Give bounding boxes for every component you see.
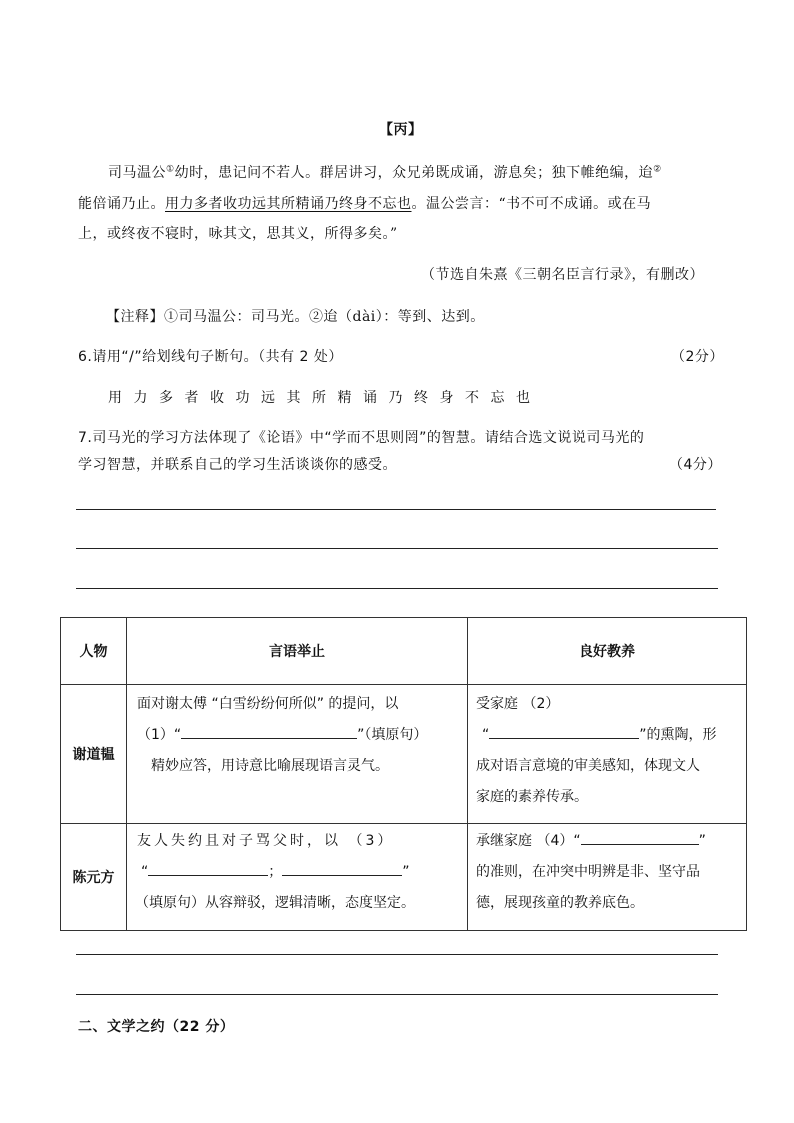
underlined-sentence: 用力多者收功远其所精诵乃终身不忘也 — [165, 196, 412, 212]
cell-line: 精妙应答，用诗意比喻展现语言灵气。 — [151, 758, 389, 774]
passage-text: 。温公尝言：“书不可不成诵。或在马 — [411, 196, 652, 212]
cell-line: 的准则，在冲突中明辨是非、坚守品 — [476, 864, 700, 880]
cell-text: ” — [402, 864, 410, 880]
header-character: 人物 — [61, 618, 127, 685]
table-row — [61, 824, 747, 931]
passage-text: 幼时，患记问不若人。群居讲习，众兄弟既成诵，游息矣；独下帷绝编，迨 — [174, 165, 654, 181]
answer-line[interactable] — [76, 509, 716, 510]
cell-text: “ — [141, 864, 149, 880]
cell-text: 承继家庭 （4）“ — [476, 833, 581, 849]
passage-line-2 — [78, 193, 651, 213]
cell-line: 面对谢太傅 “白雪纷纷何所似” 的提问，以 — [137, 696, 399, 712]
row-speech-cell — [127, 824, 468, 931]
fill-blank-2[interactable] — [489, 724, 639, 739]
header-speech: 言语举止 — [127, 618, 468, 685]
cell-text: （1）“ — [137, 727, 182, 743]
answer-line[interactable] — [76, 548, 718, 549]
fill-blank-3b[interactable] — [282, 861, 402, 876]
row-upbringing-cell — [468, 824, 747, 931]
question-7-score: （4分） — [669, 457, 722, 473]
cell-text: ”（填原句） — [357, 727, 428, 743]
question-6-sentence: 用力多者收功远其所精诵乃终身不忘也 — [108, 390, 542, 406]
cell-line: 德，展现孩童的教养底色。 — [476, 895, 644, 911]
fill-blank-1[interactable] — [181, 724, 357, 739]
footnote-mark: ② — [653, 164, 662, 175]
cell-text: ； — [268, 864, 283, 880]
question-6-score: （2分） — [671, 349, 724, 365]
cell-line: 友人失约且对子骂父时，以 （3） — [137, 833, 395, 849]
answer-line[interactable] — [76, 954, 718, 955]
passage-heading: 【丙】 — [379, 122, 423, 138]
passage-text: 能倍诵乃止。 — [78, 196, 165, 212]
question-7-prompt-line1: 7.司马光的学习方法体现了《论语》中“学而不思则罔”的智慧。请结合选文说说司马光的 — [78, 430, 645, 446]
row-name: 谢道韫 — [61, 685, 127, 824]
cell-line — [127, 720, 467, 751]
cell-line — [468, 720, 746, 751]
row-name: 陈元方 — [61, 824, 127, 931]
passage-source: （节选自朱熹《三朝名臣言行录》，有删改） — [421, 267, 704, 283]
cell-line: （填原句）从容辩驳，逻辑清晰，态度坚定。 — [135, 895, 415, 911]
fill-blank-4[interactable] — [581, 830, 699, 845]
question-6-prompt: 6.请用“/”给划线句子断句。（共有 2 处） — [78, 349, 343, 365]
cell-text: ”的熏陶，形 — [639, 727, 717, 743]
passage-line-1 — [108, 162, 662, 182]
fill-blank-3a[interactable] — [148, 861, 268, 876]
row-speech-cell — [127, 685, 468, 824]
footnote-mark: ① — [166, 164, 175, 175]
cell-text: “ — [482, 727, 490, 743]
cell-line: 受家庭 （2） — [476, 696, 560, 712]
cell-line — [468, 826, 746, 857]
answer-line[interactable] — [76, 994, 718, 995]
cell-line: 成对语言意境的审美感知，体现文人 — [476, 758, 700, 774]
passage-text: 司马温公 — [108, 165, 166, 181]
row-upbringing-cell — [468, 685, 747, 824]
question-7-prompt-line2: 学习智慧，并联系自己的学习生活谈谈你的感受。 — [78, 457, 397, 473]
cell-line: 家庭的素养传承。 — [476, 789, 588, 805]
passage-line-3: 上，或终夜不寝时，咏其文，思其义，所得多矣。” — [78, 226, 398, 242]
cell-line — [127, 857, 467, 888]
table-header-row — [61, 618, 747, 685]
table-row — [61, 685, 747, 824]
annotation-note: 【注释】①司马温公：司马光。②迨（dài）：等到、达到。 — [106, 309, 485, 325]
cell-text: ” — [698, 833, 706, 849]
section-2-heading: 二、文学之约（22 分） — [78, 1019, 235, 1035]
header-upbringing: 良好教养 — [468, 618, 747, 685]
character-table — [60, 617, 747, 931]
answer-line[interactable] — [76, 588, 718, 589]
